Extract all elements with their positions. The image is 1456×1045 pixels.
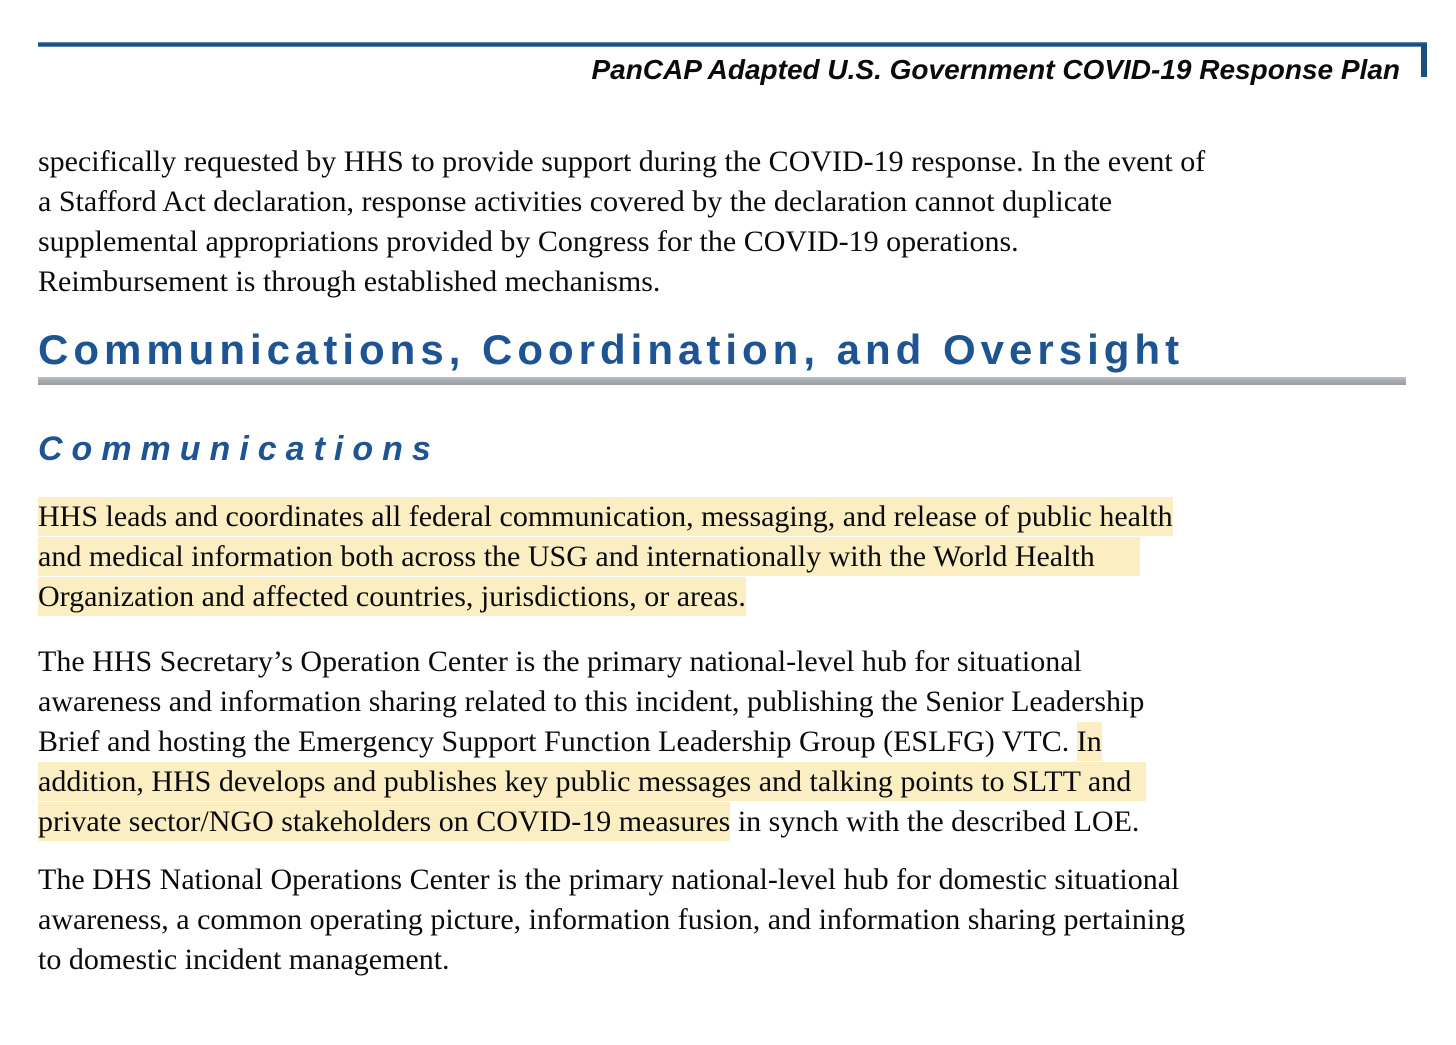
paragraph-dhs-noc (38, 860, 1430, 980)
document-content (38, 142, 1430, 980)
text-segment: The HHS Secretary’s Operation Center is the primary national-level hub for situational (38, 645, 1082, 678)
text-line (38, 577, 1430, 617)
text-segment: Reimbursement is through established mechanisms. (38, 265, 661, 298)
text-line (38, 142, 1430, 182)
text-line (38, 182, 1430, 222)
highlighted-text: addition, HHS develops and publishes key public messages and talking points to SLTT and (38, 762, 1146, 801)
header-rule (38, 42, 1427, 47)
paragraph-hhs-communications (38, 497, 1430, 617)
highlighted-text: and medical information both across the USG and internationally with the World Health (38, 537, 1140, 576)
running-header: PanCAP Adapted U.S. Government COVID-19 Response Plan (591, 54, 1400, 85)
text-line (38, 762, 1430, 802)
section-divider (38, 377, 1406, 385)
text-segment: Brief and hosting the Emergency Support Function Leadership Group (ESLFG) VTC. (38, 725, 1077, 758)
text-segment: in synch with the described LOE. (730, 805, 1140, 838)
highlighted-text: In (1077, 722, 1102, 761)
highlighted-text: Organization and affected countries, jurisdictions, or areas. (38, 577, 746, 616)
text-segment: to domestic incident management. (38, 943, 450, 976)
text-line (38, 497, 1430, 537)
text-line (38, 802, 1430, 842)
header-corner-tick (1421, 44, 1427, 77)
text-line (38, 860, 1430, 900)
text-line (38, 222, 1430, 262)
highlighted-text: HHS leads and coordinates all federal communication, messaging, and release of public health (38, 497, 1173, 536)
text-line (38, 900, 1430, 940)
text-line (38, 722, 1430, 762)
section-heading: Communications, Coordination, and Oversight (38, 326, 1185, 373)
paragraph-intro (38, 142, 1430, 302)
text-line (38, 537, 1430, 577)
text-line (38, 642, 1430, 682)
text-segment: specifically requested by HHS to provide support during the COVID-19 response. In the event of (38, 145, 1206, 178)
document-page (0, 42, 1456, 1045)
text-segment: awareness and information sharing related to this incident, publishing the Senior Leadership (38, 685, 1145, 718)
text-line (38, 940, 1430, 980)
subsection-heading: Communications (38, 430, 440, 468)
text-segment: supplemental appropriations provided by Congress for the COVID-19 operations. (38, 225, 1019, 258)
text-segment: a Stafford Act declaration, response activities covered by the declaration cannot duplicate (38, 185, 1113, 218)
text-segment: The DHS National Operations Center is the primary national-level hub for domestic situational (38, 863, 1180, 896)
paragraph-hhs-soc (38, 642, 1430, 842)
text-line (38, 682, 1430, 722)
text-segment: awareness, a common operating picture, information fusion, and information sharing pertaining (38, 903, 1186, 936)
text-line (38, 262, 1430, 302)
highlighted-text: private sector/NGO stakeholders on COVID-19 measures (38, 802, 730, 841)
